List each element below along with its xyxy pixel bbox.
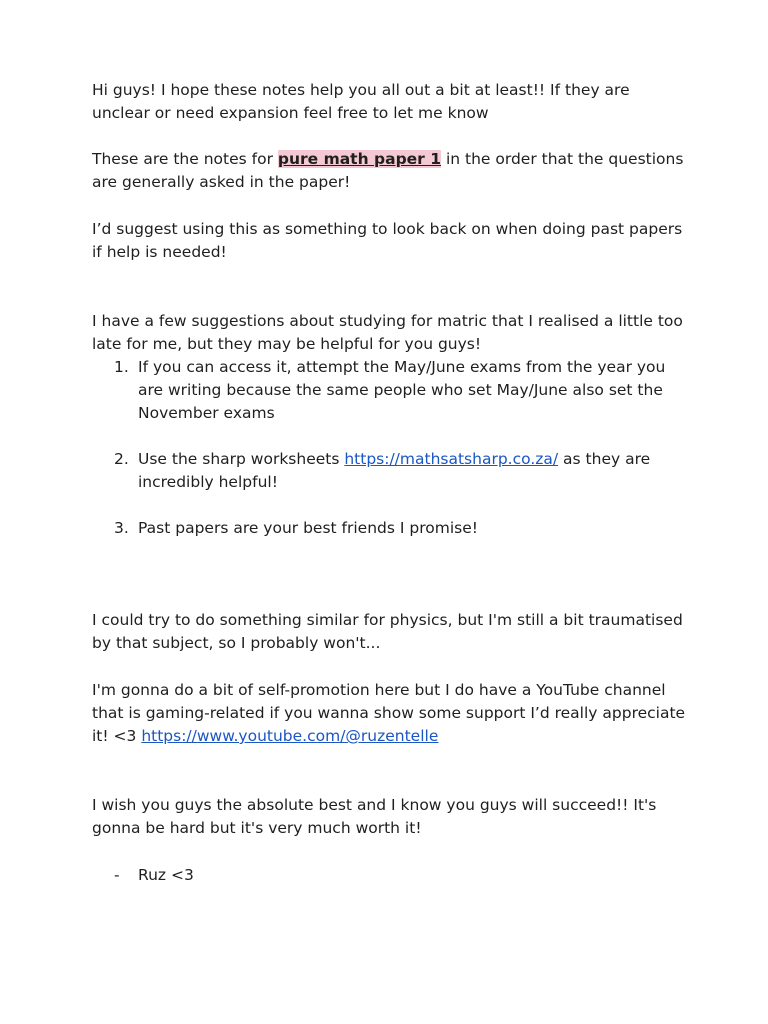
list-text: If you can access it, attempt the May/June exams from the year you are writing because the same people who set May/June also set the November exams [138,358,666,422]
highlighted-title: pure math paper 1 [277,150,442,168]
notes-paragraph [92,148,692,194]
list-text-after: as they are incredibly helpful! [138,450,651,491]
sharp-worksheets-link[interactable]: https://mathsatsharp.co.za/ [344,450,559,468]
intro-paragraph: Hi guys! I hope these notes help you all out a bit at least!! If they are unclear or need expansion feel free to let me know [92,81,630,122]
list-text-before: Use the sharp worksheets [138,450,345,468]
signature [114,864,194,887]
list-number: 2. [114,450,129,468]
youtube-link[interactable]: https://www.youtube.com/@ruzentelle [141,727,439,745]
suggestions-list [114,356,694,425]
notes-text-before: These are the notes for [92,150,278,168]
suggestion-paragraph: I’d suggest using this as something to look back on when doing past papers if help is needed! [92,220,683,261]
list-item [114,448,694,494]
signature-name: Ruz <3 [138,866,194,884]
list-item [114,356,694,425]
list-item [114,517,694,540]
list-text [138,448,694,494]
suggestions-list-2 [114,448,694,494]
suggestions-lead: I have a few suggestions about studying for matric that I realised a little too late for me, but they may be helpful for you guys! [92,312,683,353]
youtube-paragraph [92,679,692,748]
signature-dash: - [114,866,120,884]
closing-paragraph: I wish you guys the absolute best and I know you guys will succeed!! It's gonna be hard but it's very much worth it! [92,796,657,837]
suggestions-list-3 [114,517,694,540]
list-number: 1. [114,358,129,376]
list-text: Past papers are your best friends I promise! [138,519,478,537]
physics-paragraph: I could try to do something similar for physics, but I'm still a bit traumatised by that subject, so I probably won't... [92,611,683,652]
notes-text-after: in the order that the questions are generally asked in the paper! [92,150,684,191]
youtube-text: I'm gonna do a bit of self-promotion here but I do have a YouTube channel that is gaming-related if you wanna show some support I’d really appreciate it! <3 [92,681,686,745]
list-number: 3. [114,519,129,537]
